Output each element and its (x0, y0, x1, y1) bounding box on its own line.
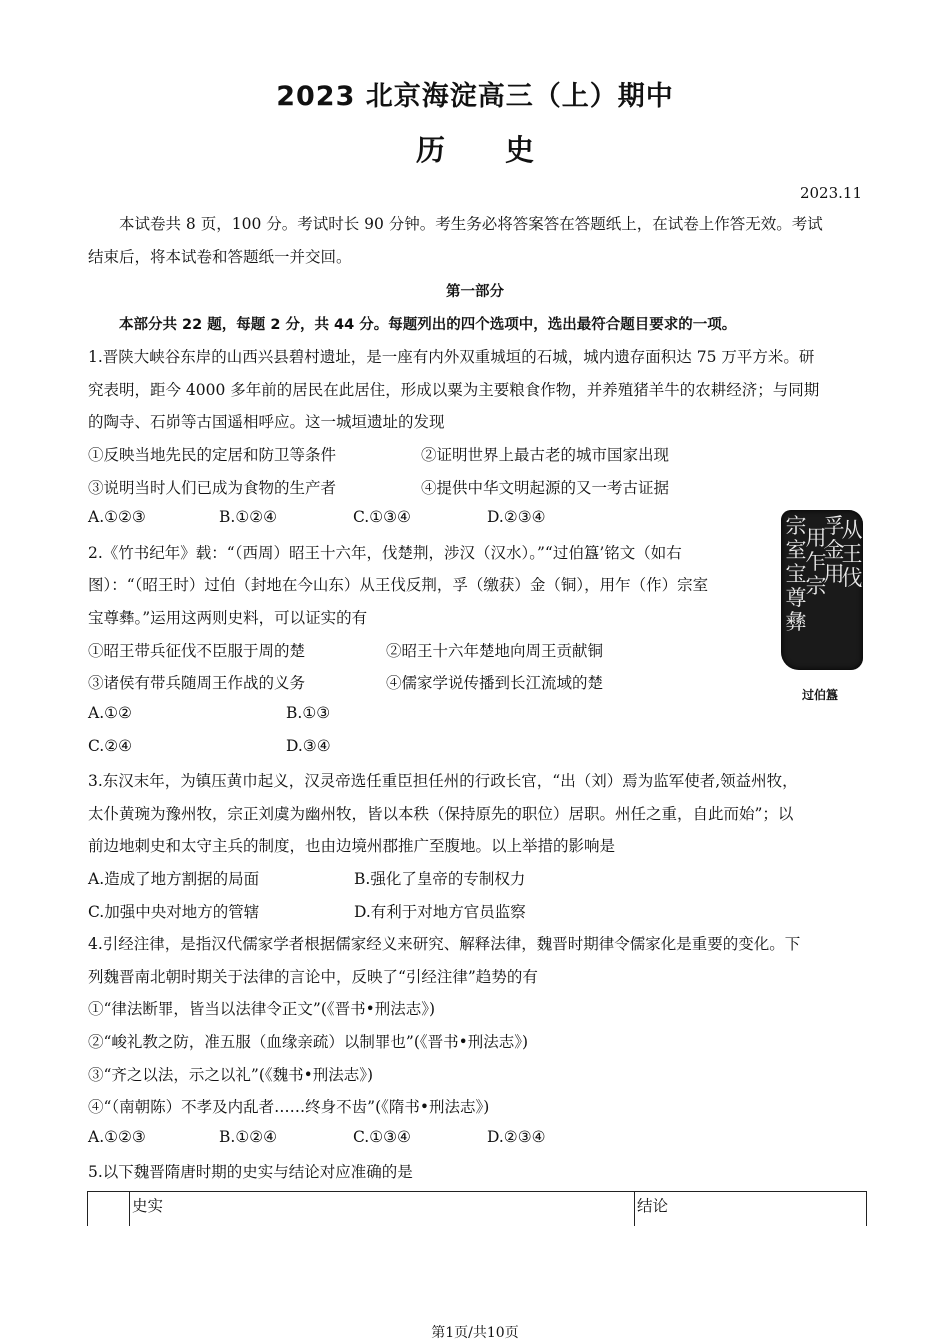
q2-stem-line-1: 2.《竹书纪年》载：“（西周）昭王十六年，伐楚荆，涉汉（汉水）。”“过伯簋’铭文（如右 (88, 544, 682, 562)
inscription-column-4 (839, 518, 863, 590)
subject-char-1: 历 (415, 133, 445, 167)
inscription-glyph: 金 (823, 538, 845, 562)
exam-title: 2023 北京海淀高三（上）期中 (276, 81, 674, 112)
inscription-glyph: 彝 (785, 610, 807, 634)
q1-item-3: ③说明当时人们已成为食物的生产者 (88, 479, 337, 497)
inscription-glyph: 宝 (785, 562, 807, 586)
q5-stem: 5.以下魏晋隋唐时期的史实与结论对应准确的是 (88, 1163, 413, 1181)
inscription-glyph: 室 (785, 538, 807, 562)
q1-option-a: A.①②③ (88, 508, 146, 526)
q2-option-d: D.③④ (286, 737, 331, 755)
q1-item-1: ①反映当地先民的定居和防卫等条件 (88, 446, 337, 464)
q1-stem-line-1: 1.晋陕大峡谷东岸的山西兴县碧村遗址，是一座有内外双重城垣的石城，城内遗存面积达 75 万平方米。研 (88, 348, 815, 366)
bronze-inscription-image (781, 510, 863, 670)
q1-stem-line-2: 究表明，距今 4000 多年前的居民在此居住，形成以粟为主要粮食作物，并养殖猪羊牛的农耕经济；与同期 (88, 381, 820, 399)
q1-option-b: B.①②④ (219, 508, 278, 526)
q2-option-b: B.①③ (286, 704, 331, 722)
q2-item-3: ③诸侯有带兵随周王作战的义务 (88, 674, 306, 692)
q2-item-4: ④儒家学说传播到长江流域的楚 (386, 674, 604, 692)
subject-title (0, 128, 950, 169)
q4-item-1: ①“律法断罪，皆当以法律令正文”(《晋书•刑法志》) (88, 1000, 436, 1018)
q4-stem-line-2: 列魏晋南北朝时期关于法律的言论中，反映了“引经注律”趋势的有 (88, 968, 538, 986)
inscription-glyph: 从 (841, 518, 863, 542)
q2-item-1: ①昭王带兵征伐不臣服于周的楚 (88, 642, 306, 660)
section-title: 第一部分 (446, 284, 504, 300)
q4-item-4: ④“（南朝陈）不孝及内乱者……终身不齿”(《隋书•刑法志》) (88, 1098, 490, 1116)
table-divider (634, 1192, 635, 1226)
inscription-glyph: 尊 (785, 586, 807, 610)
q1-stem-line-3: 的陶寺、石峁等古国遥相呼应。这一城垣遗址的发现 (88, 413, 445, 431)
q3-stem-line-1: 3.东汉末年，为镇压黄巾起义，汉灵帝选任重臣担任州的行政长官，“出（刘）焉为监军使者,领益州牧， (88, 772, 798, 790)
q4-option-d: D.②③④ (487, 1128, 546, 1146)
q4-option-c: C.①③④ (353, 1128, 411, 1146)
exam-date: 2023.11 (799, 184, 862, 202)
intro-line-2: 结束后，将本试卷和答题纸一并交回。 (88, 248, 352, 266)
q2-option-a: A.①② (88, 704, 132, 722)
intro-line-1: 本试卷共 8 页，100 分。考试时长 90 分钟。考生务必将答案答在答题纸上，在试卷上作答无效。考试 (119, 215, 823, 233)
image-caption: 过伯簋 (802, 688, 839, 702)
table-header-facts: 史实 (132, 1197, 164, 1215)
subject-char-2: 史 (505, 133, 535, 167)
table-divider (129, 1192, 130, 1226)
inscription-glyph: 用 (805, 526, 827, 550)
q5-table (87, 1191, 867, 1226)
section-instruction: 本部分共 22 题，每题 2 分，共 44 分。每题列出的四个选项中，选出最符合题目要求的一项。 (119, 317, 737, 333)
q4-stem-line-1: 4.引经注律，是指汉代儒家学者根据儒家经义来研究、解释法律，魏晋时期律令儒家化是重要的变化。下 (88, 935, 801, 953)
q3-stem-line-3: 前边地刺史和太守主兵的制度，也由边境州郡推广至腹地。以上举措的影响是 (88, 837, 616, 855)
inscription-glyph: 宗 (785, 514, 807, 538)
q4-option-b: B.①②④ (219, 1128, 278, 1146)
page-number: 第1页/共10页 (431, 1325, 519, 1341)
q4-option-a: A.①②③ (88, 1128, 146, 1146)
q1-item-4: ④提供中华文明起源的又一考古证据 (421, 479, 670, 497)
q3-option-b: B.强化了皇帝的专制权力 (354, 870, 526, 888)
q3-stem-line-2: 太仆黄琬为豫州牧，宗正刘虞为幽州牧，皆以本秩（保持原先的职位）居职。州任之重，自此而始”；以 (88, 805, 794, 823)
q2-stem-line-3: 宝尊彝。”运用这两则史料，可以证实的有 (88, 609, 368, 627)
inscription-glyph: 王 (841, 542, 863, 566)
q3-option-c: C.加强中央对地方的管辖 (88, 903, 260, 921)
q2-option-c: C.②④ (88, 737, 133, 755)
q3-option-d: D.有利于对地方官员监察 (354, 903, 526, 921)
inscription-glyph: 孚 (823, 514, 845, 538)
inscription-glyph: 乍 (805, 550, 827, 574)
inscription-glyph: 用 (823, 562, 845, 586)
inscription-glyph: 宗 (805, 574, 827, 598)
q2-item-2: ②昭王十六年楚地向周王贡献铜 (386, 642, 604, 660)
q1-option-c: C.①③④ (353, 508, 411, 526)
inscription-glyph: 伐 (841, 566, 863, 590)
q2-stem-line-2: 图）：“（昭王时）过伯（封地在今山东）从王伐反荆，孚（缴获）金（铜），用乍（作）宗室 (88, 576, 709, 594)
q1-option-d: D.②③④ (487, 508, 546, 526)
q3-option-a: A.造成了地方割据的局面 (88, 870, 260, 888)
table-header-conclusion: 结论 (637, 1197, 669, 1215)
q4-item-2: ②“峻礼教之防，准五服（血缘亲疏）以制罪也”(《晋书•刑法志》) (88, 1033, 529, 1051)
q1-item-2: ②证明世界上最古老的城市国家出现 (421, 446, 670, 464)
q4-item-3: ③“齐之以法，示之以礼”(《魏书•刑法志》) (88, 1066, 374, 1084)
